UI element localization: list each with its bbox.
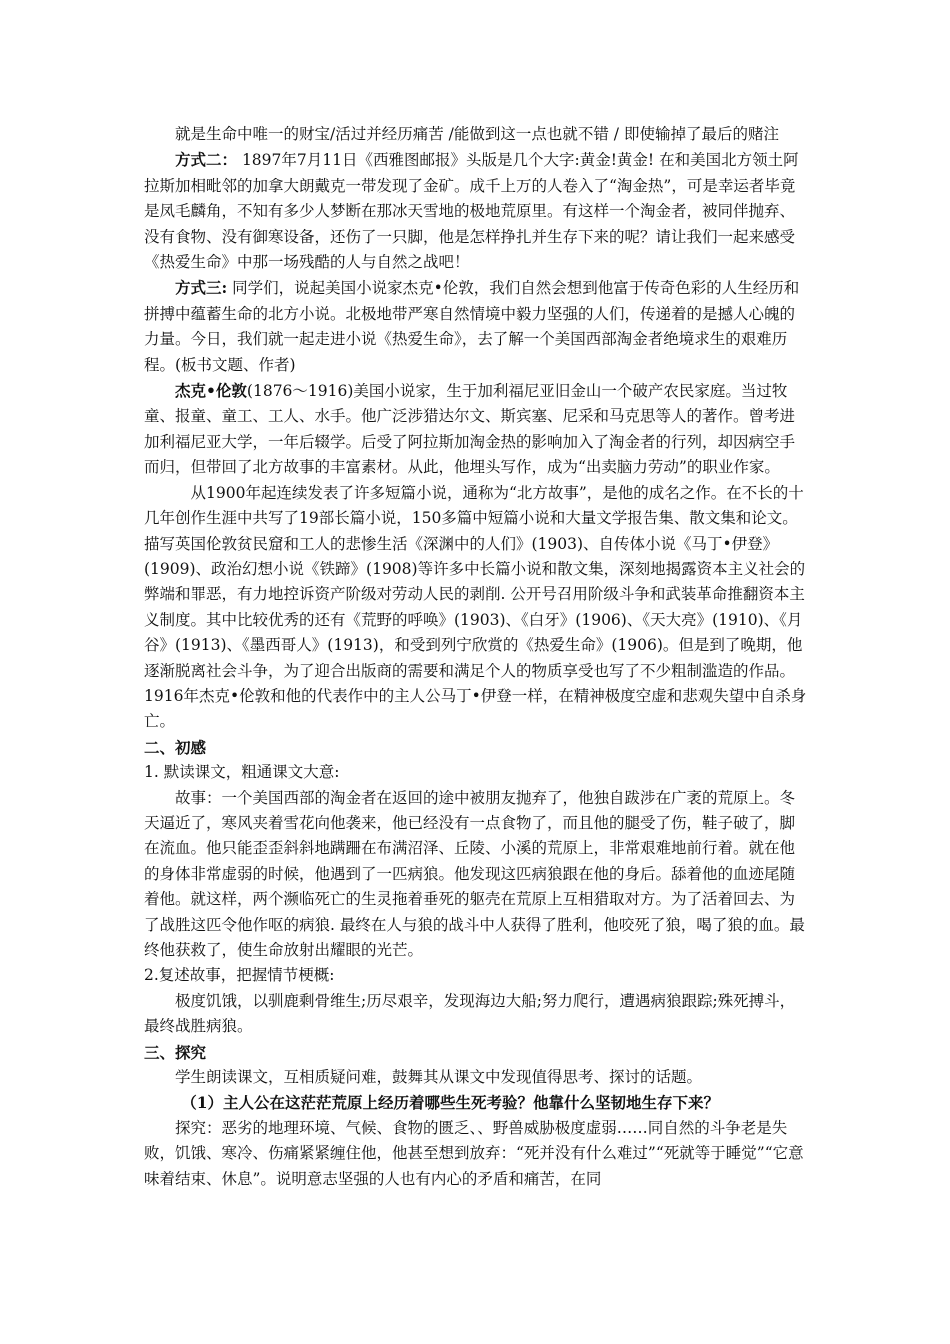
intro-paragraph: 就是生命中唯一的财宝/活过并经历痛苦 /能做到这一点也就不错 / 即使输掉了最后的赌注 — [175, 125, 779, 143]
author-works-paragraph: 从1900年起连续发表了许多短篇小说，通称为“北方故事”，是他的成名之作。在不长的十几年创作生涯中共写了19部长篇小说，150多篇中短篇小说和大量文学报告集、散文集和论文。描写英国伦敦贫民窟和工人的悲惨生活《深渊中的人们》(1903)、自传体小说《马丁•伊登》(1909)、政治幻想小说《铁蹄》(1908)等许多中长篇小说和散文集，深刻地揭露资本主义社会的弊端和罪恶，有力地控诉资产阶级对劳动人民的剥削. 公开号召用阶级斗争和武装革命推翻资本主义制度。其中比较优秀的还有《荒野的呼唤》(1903)、《白牙》(1906)、《天大亮》(1910)、《月谷》(1913)、《墨西哥人》(1913)，和受到列宁欣赏的《热爱生命》(1906)。但是到了晚期，他逐渐脱离社会斗争，为了迎合出版商的需要和满足个人的物质享受也写了不少粗制滥造的作品。1916年杰克•伦敦和他的代表作中的主人公马丁•伊登一样，在精神极度空虚和悲观失望中自杀身亡。 — [144, 483, 807, 731]
way3-label: 方式三: — [175, 278, 228, 298]
answer-1: 探究：恶劣的地理环境、气候、食物的匮乏、、野兽威胁极度虚弱……同自然的斗争老是失败，饥饿、寒冷、伤痛紧紧缠住他，他甚至想到放弃：“死并没有什么难过”“死就等于睡觉”“它意味着结束、休息”。说明意志坚强的人也有内心的矛盾和痛苦，在同 — [144, 1118, 804, 1188]
author-paragraph — [144, 378, 809, 481]
plot-summary: 极度饥饿，以驯鹿剩骨维生;历尽艰辛，发现海边大船;努力爬行，遭遇病狼跟踪;殊死搏斗，最终战胜病狼。 — [144, 991, 796, 1036]
author-label: 杰克•伦敦 — [175, 381, 247, 401]
way2-paragraph — [144, 147, 809, 275]
way3-text: 同学们，说起美国小说家杰克•伦敦，我们自然会想到他富于传奇色彩的人生经历和拼搏中蕴蓄生命的北方小说。北极地带严寒自然情境中毅力坚强的人们，传递着的是撼人心魄的力量。今日，我们就一起走进小说《热爱生命》，去了解一个美国西部淘金者绝境求生的艰难历程。(板书文题、作者) — [144, 279, 800, 374]
question-1: （1）主人公在这茫茫荒原上经历着哪些生死考验？他靠什么坚韧地生存下来？ — [181, 1093, 719, 1113]
section-heading-explore: 三、探究 — [144, 1042, 207, 1062]
story-paragraph: 故事：一个美国西部的淘金者在返回的途中被朋友抛弃了，他独自跋涉在广袤的荒原上。冬天逼近了，寒风夹着雪花向他袭来，他已经没有一点食物了，而且他的腿受了伤，鞋子破了，脚在流血。他只能歪歪斜斜地蹒跚在布满沼泽、丘陵、小溪的荒原上，非常艰难地前行着。就在他的身体非常虚弱的时候，他遇到了一匹病狼。他发现这匹病狼跟在他的身后。舔着他的血迹尾随着他。就这样，两个濒临死亡的生灵拖着垂死的躯壳在荒原上互相猎取对方。为了活着回去、为了战胜这匹令他作呕的病狼. 最终在人与狼的战斗中人获得了胜利，他咬死了狼，喝了狼的血。最终他获救了，使生命放射出耀眼的光芒。 — [144, 788, 805, 959]
document-page — [144, 122, 809, 1192]
author-text: (1876～1916)美国小说家，生于加利福尼亚旧金山一个破产农民家庭。当过牧童、报童、童工、工人、水手。他广泛涉猎达尔文、斯宾塞、尼采和马克思等人的著作。曾考进加利福尼亚大学，一年后辍学。后受了阿拉斯加淘金热的影响加入了淘金者的行列，却因病空手而归，但带回了北方故事的丰富素材。从此，他埋头写作，成为“出卖脑力劳动”的职业作家。 — [144, 382, 796, 477]
section-heading-first-impression: 二、初感 — [144, 737, 207, 757]
step-1-label: 1. 默读课文，粗通课文大意: — [144, 763, 340, 782]
way3-paragraph — [144, 275, 809, 378]
way2-label: 方式二： — [175, 150, 238, 170]
way2-text: 1897年7月11日《西雅图邮报》头版是几个大字:黄金!黄金! 在和美国北方领土阿拉斯加相毗邻的加拿大朗戴克一带发现了金矿。成千上万的人卷入了“淘金热”，可是幸运者毕竟是凤毛麟角，不知有多少人梦断在那冰天雪地的极地荒原里。有这样一个淘金者，被同伴抛弃、没有食物、没有御寒设备，还伤了一只脚，他是怎样挣扎并生存下来的呢？请让我们一起来感受《热爱生命》中那一场残酷的人与自然之战吧！ — [144, 151, 799, 272]
step-2-label: 2.复述故事，把握情节梗概: — [144, 966, 335, 985]
explore-intro: 学生朗读课文，互相质疑问难，鼓舞其从课文中发现值得思考、探讨的话题。 — [175, 1068, 703, 1087]
